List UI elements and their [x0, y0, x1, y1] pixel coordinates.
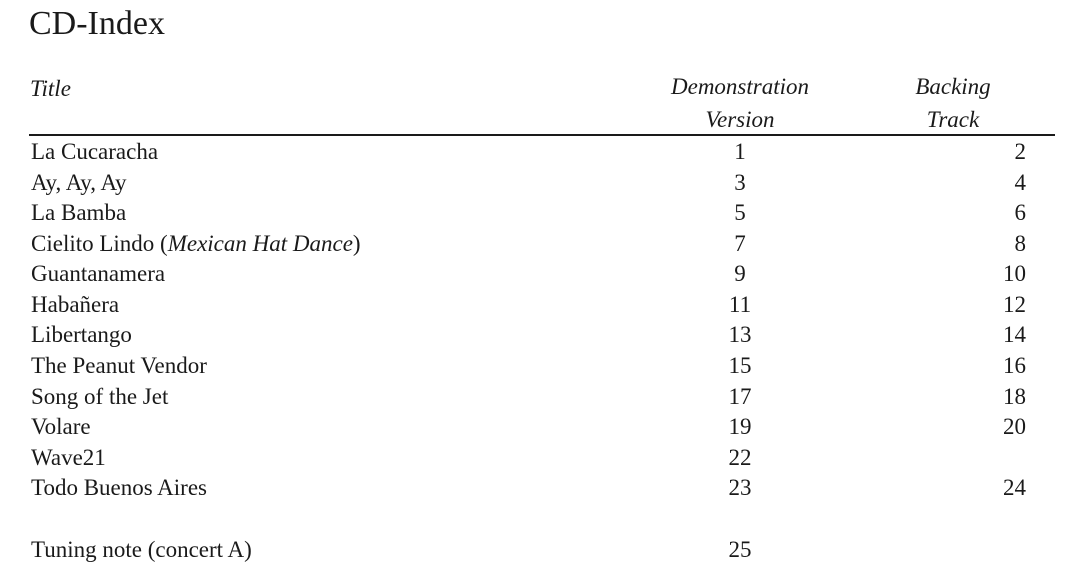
table-row: [0, 289, 1078, 320]
page-title: CD-Index: [29, 5, 165, 42]
demo-track-number: 17: [728, 384, 752, 409]
track-title: Libertango: [31, 322, 132, 347]
demo-track-number: 15: [728, 353, 752, 378]
backing-track-number: 16: [1003, 353, 1026, 378]
demo-track-number: 25: [728, 537, 752, 562]
table-row: [0, 228, 1078, 259]
demo-track-number: 19: [728, 414, 752, 439]
table-row: [0, 442, 1078, 473]
backing-track-number: 18: [1003, 384, 1026, 409]
column-header-backing-line2: Track: [926, 107, 980, 132]
demo-track-number: 23: [728, 475, 752, 500]
track-title: Tuning note (concert A): [31, 537, 252, 562]
column-header-demo-line2: Version: [705, 107, 775, 132]
table-row: [0, 472, 1078, 503]
table-row: [0, 197, 1078, 228]
track-title: Todo Buenos Aires: [31, 475, 207, 500]
demo-track-number: 9: [734, 261, 746, 286]
track-title: Guantanamera: [31, 261, 166, 286]
table-row: [0, 381, 1078, 412]
backing-track-number: 24: [1003, 475, 1026, 500]
track-title-end: ): [352, 231, 361, 256]
demo-track-number: 5: [734, 200, 746, 225]
demo-track-number: 7: [734, 231, 746, 256]
table-row: [0, 350, 1078, 381]
track-title: The Peanut Vendor: [31, 353, 207, 378]
column-header-backing-track: [878, 70, 1028, 136]
demo-track-number: 3: [734, 170, 746, 195]
backing-track-number: 4: [1014, 170, 1026, 195]
track-title: [31, 228, 361, 259]
track-title: Song of the Jet: [31, 384, 169, 409]
table-row: [0, 258, 1078, 289]
table-row: [0, 136, 1078, 167]
table-row-tuning-note: [0, 534, 1078, 565]
column-header-demo-line1: Demonstration: [671, 74, 809, 99]
backing-track-number: 12: [1003, 292, 1026, 317]
demo-track-number: 13: [728, 322, 752, 347]
table-row: [0, 411, 1078, 442]
column-header-backing-line1: Backing: [915, 74, 991, 99]
backing-track-number: 20: [1003, 414, 1026, 439]
track-title: Volare: [31, 414, 91, 439]
track-subtitle: Mexican Hat Dance: [167, 231, 353, 256]
track-title: Wave21: [31, 445, 106, 470]
demo-track-number: 1: [734, 139, 746, 164]
track-title: Habañera: [31, 292, 120, 317]
track-title-main: Cielito Lindo (: [31, 231, 168, 256]
backing-track-number: 10: [1003, 261, 1026, 286]
backing-track-number: 2: [1014, 139, 1026, 164]
backing-track-number: 14: [1003, 322, 1026, 347]
track-title: Ay, Ay, Ay: [31, 170, 127, 195]
track-title: La Cucaracha: [31, 139, 159, 164]
backing-track-number: 6: [1014, 200, 1026, 225]
backing-track-number: 8: [1014, 231, 1026, 256]
column-header-demonstration-version: [640, 70, 840, 136]
track-title: La Bamba: [31, 200, 127, 225]
column-header-title: Title: [30, 76, 71, 101]
table-row: [0, 319, 1078, 350]
table-row: [0, 167, 1078, 198]
demo-track-number: 22: [728, 445, 752, 470]
demo-track-number: 11: [728, 292, 752, 317]
